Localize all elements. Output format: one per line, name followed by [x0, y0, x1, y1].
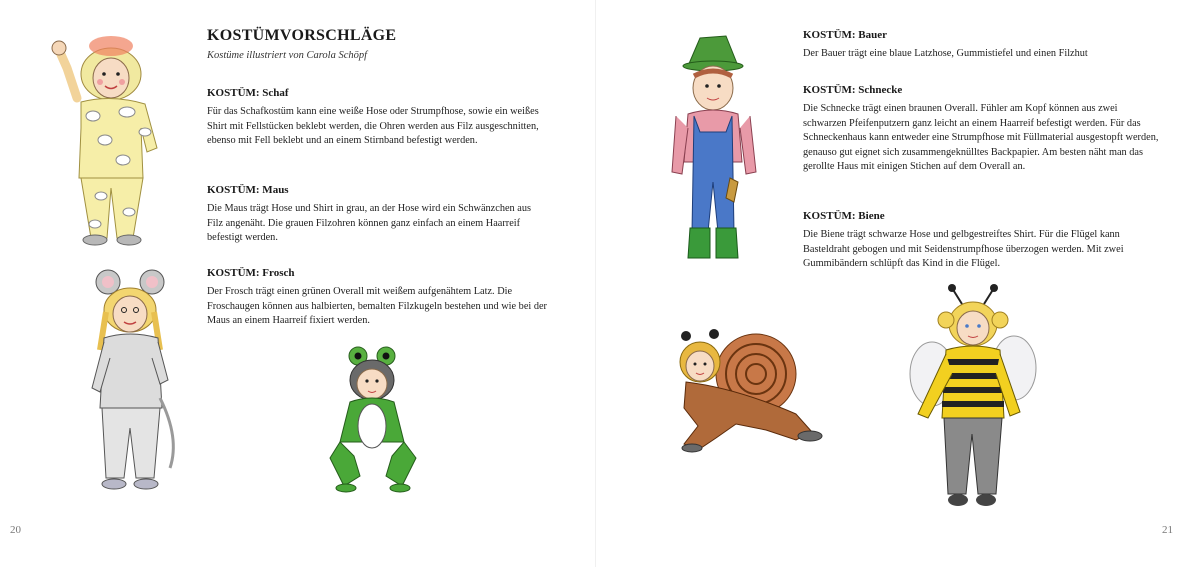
section-heading: KOSTÜM: Schaf: [207, 87, 289, 99]
page-title: KOSTÜMVORSCHLÄGE: [207, 27, 397, 44]
sheep-costume-illustration: [45, 28, 175, 250]
section-heading: KOSTÜM: Biene: [803, 210, 885, 222]
section-heading: KOSTÜM: Maus: [207, 184, 289, 196]
section-bauer: [803, 29, 1163, 62]
section-text: Die Schnecke trägt einen braunen Overall. Fühler am Kopf können aus zwei schwarzen Pfeifenputzern ganz leicht an einem Haarreif befestigt werden. Für das Schneckenhaus kann entweder eine Strumpfhose mit Füllmaterial ausgestopft werden, genauso gut eignet sich zusammengeknülltes Backpapier. Am besten näht man das gerollte Haus mit einigen Stichen auf dem Overall an.: [803, 103, 1159, 173]
section-maus: [207, 184, 542, 246]
section-text: Der Frosch trägt einen grünen Overall mit weißem aufgenähtem Latz. Die Froschaugen können aus halbierten, bemalten Filzkugeln bestehen und wie bei der Maus an einem Haarreif fixiert werden.: [207, 286, 547, 327]
section-heading: KOSTÜM: Frosch: [207, 267, 295, 279]
section-heading: KOSTÜM: Bauer: [803, 29, 888, 41]
page-number: 21: [1162, 524, 1173, 536]
section-heading: KOSTÜM: Schnecke: [803, 84, 903, 96]
section-text: Der Bauer trägt eine blaue Latzhose, Gummistiefel und einen Filzhut: [803, 48, 1088, 59]
page-number: 20: [10, 524, 21, 536]
right-page: [596, 0, 1191, 567]
section-biene: [803, 210, 1163, 272]
section-schnecke: [803, 84, 1163, 175]
farmer-costume-illustration: [670, 32, 760, 264]
bee-costume-illustration: [908, 284, 1038, 516]
section-frosch: [207, 267, 552, 329]
section-text: Die Biene trägt schwarze Hose und gelbgestreiftes Shirt. Für die Flügel kann Basteldraht gebogen und mit Seidenstrumpfhose überzogen werden. Mit zwei Gummibändern schlüpft das Kind in die Flügel.: [803, 229, 1124, 270]
section-text: Die Maus trägt Hose und Shirt in grau, an der Hose wird ein Schwänzchen aus Filz angenäht. Die grauen Filzohren können ganz einfach an einem Haarreif befestigt werden.: [207, 203, 531, 244]
section-text: Für das Schafkostüm kann eine weiße Hose oder Strumpfhose, sowie ein weißes Shirt mit Fellstücken beklebt werden, die Ohren werden aus Filz ausgeschnitten, ebenso mit Fell beklebt und an einem Stirnband befestigt werden.: [207, 106, 539, 147]
page-subtitle: Kostüme illustriert von Carola Schöpf: [207, 50, 368, 61]
snail-costume-illustration: [676, 328, 832, 456]
section-schaf: [207, 87, 552, 149]
mouse-costume-illustration: [80, 268, 190, 496]
left-page: [0, 0, 595, 567]
frog-costume-illustration: [326, 346, 422, 494]
